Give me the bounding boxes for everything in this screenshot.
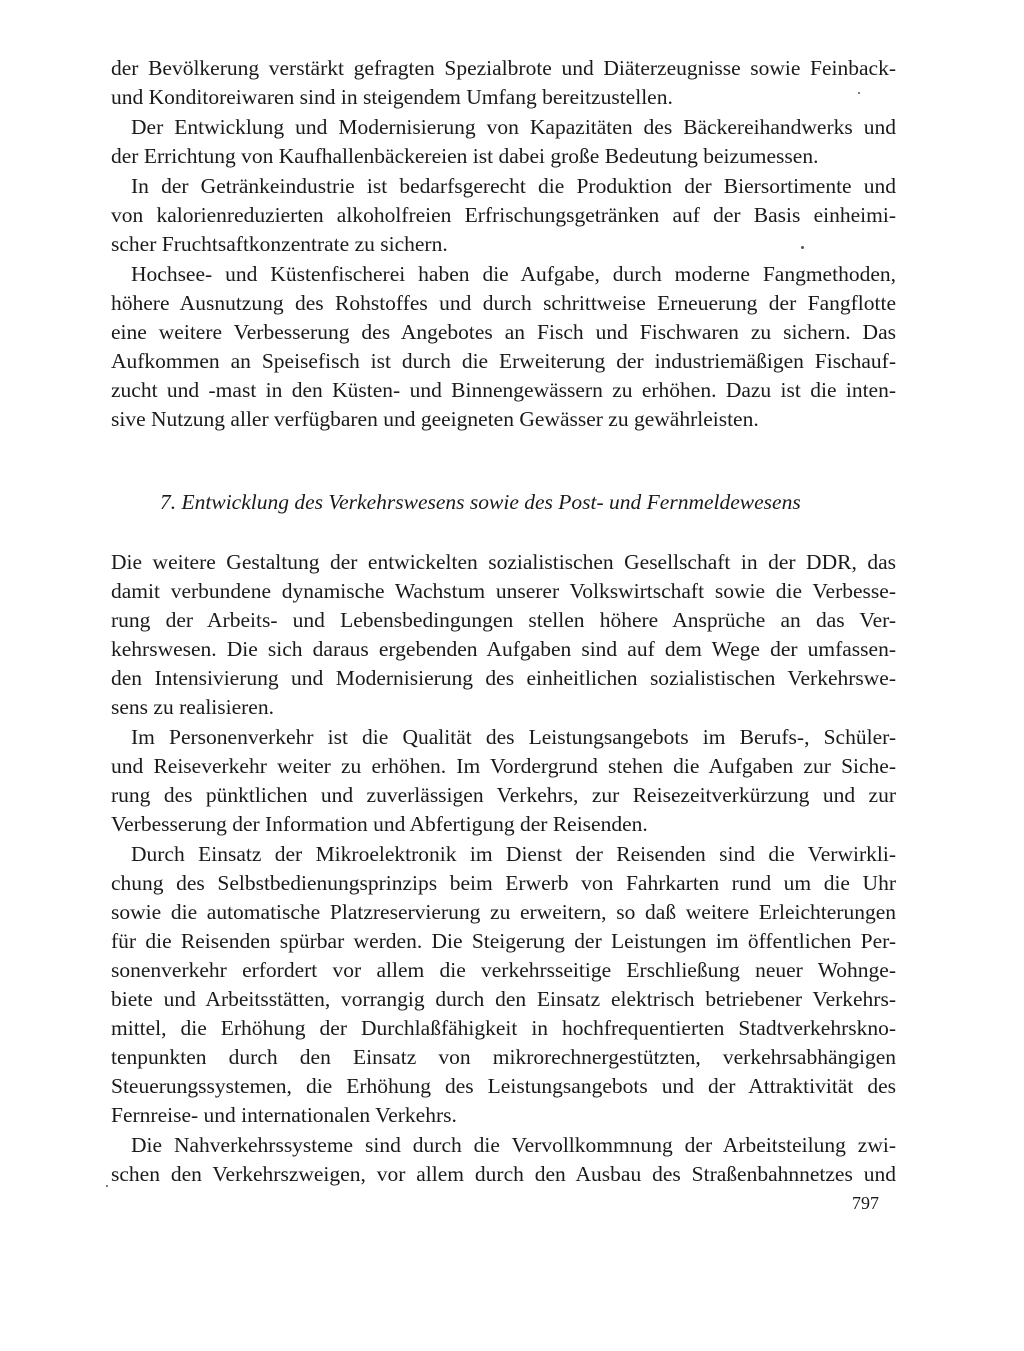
text-line: Aufkommen an Speisefisch ist durch die Erweiterung der industriemäßigen Fischauf- — [111, 349, 896, 373]
text-line: rung der Arbeits- und Lebensbedingungen stellen höhere Ansprüche an das Ver- — [111, 608, 896, 632]
text-line: scher Fruchtsaftkonzentrate zu sichern. — [111, 232, 448, 256]
text-line: Im Personenverkehr ist die Qualität des Leistungsangebots im Berufs-, Schüler- — [131, 725, 896, 749]
text-line: Die weitere Gestaltung der entwickelten sozialistischen Gesellschaft in der DDR, das — [111, 550, 896, 574]
text-line: Steuerungssystemen, die Erhöhung des Leistungsangebots und der Attraktivität des — [111, 1074, 896, 1098]
section-heading: 7. Entwicklung des Verkehrswesens sowie des Post- und Fernmeldewesens — [160, 490, 801, 514]
text-line: der Errichtung von Kaufhallenbäckereien ist dabei große Bedeutung beizumessen. — [111, 144, 819, 168]
text-line: und Konditoreiwaren sind in steigendem Umfang bereitzustellen. — [111, 85, 673, 109]
paragraph — [111, 723, 896, 839]
text-line: Verbesserung der Information und Abfertigung der Reisenden. — [111, 812, 648, 836]
text-line: Durch Einsatz der Mikroelektronik im Dienst der Reisenden sind die Verwirkli- — [131, 842, 896, 866]
text-line: zucht und -mast in den Küsten- und Binnengewässern zu erhöhen. Dazu ist die inten- — [111, 378, 896, 402]
text-line: und Reiseverkehr weiter zu erhöhen. Im Vordergrund stehen die Aufgaben zur Siche- — [111, 754, 896, 778]
scan-speck — [858, 92, 860, 94]
scan-speck — [106, 1185, 108, 1187]
text-line: schen den Verkehrszweigen, vor allem durch den Ausbau des Straßenbahnnetzes und — [111, 1162, 896, 1186]
scan-speck — [801, 246, 804, 249]
paragraph — [111, 260, 896, 434]
text-line: eine weitere Verbesserung des Angebotes an Fisch und Fischwaren zu sichern. Das — [111, 320, 896, 344]
text-line: von kalorienreduzierten alkoholfreien Erfrischungsgetränken auf der Basis einheimi- — [111, 203, 896, 227]
text-line: chung des Selbstbedienungsprinzips beim Erwerb von Fahrkarten rund um die Uhr — [111, 871, 896, 895]
text-line: mittel, die Erhöhung der Durchlaßfähigkeit in hochfrequentierten Stadtverkehrskno- — [111, 1016, 896, 1040]
text-line: tenpunkten durch den Einsatz von mikrorechnergestützten, verkehrsabhängigen — [111, 1045, 896, 1069]
text-line: kehrswesen. Die sich daraus ergebenden Aufgaben sind auf dem Wege der umfassen- — [111, 637, 896, 661]
text-line: für die Reisenden spürbar werden. Die Steigerung der Leistungen im öffentlichen Per- — [111, 929, 896, 953]
text-line: der Bevölkerung verstärkt gefragten Spezialbrote und Diäterzeugnisse sowie Feinback- — [111, 56, 896, 80]
paragraph — [111, 1131, 896, 1189]
paragraph — [111, 113, 896, 171]
paragraph — [111, 172, 896, 259]
text-line: sens zu realisieren. — [111, 695, 274, 719]
text-line: den Intensivierung und Modernisierung des einheitlichen sozialistischen Verkehrswe- — [111, 666, 896, 690]
text-line: biete und Arbeitsstätten, vorrangig durch den Einsatz elektrisch betriebener Verkehrs- — [111, 987, 896, 1011]
paragraph — [111, 840, 896, 1130]
text-line: höhere Ausnutzung des Rohstoffes und durch schrittweise Erneuerung der Fangflotte — [111, 291, 896, 315]
body-text-section-2 — [111, 548, 896, 1190]
text-line: Hochsee- und Küstenfischerei haben die Aufgabe, durch moderne Fangmethoden, — [131, 262, 896, 286]
text-line: sive Nutzung aller verfügbaren und geeigneten Gewässer zu gewährleisten. — [111, 407, 759, 431]
page-number: 797 — [852, 1193, 879, 1213]
body-text-section-1 — [111, 54, 896, 435]
text-line: Der Entwicklung und Modernisierung von Kapazitäten des Bäckereihandwerks und — [131, 115, 896, 139]
text-line: sonenverkehr erfordert vor allem die verkehrsseitige Erschließung neuer Wohnge- — [111, 958, 896, 982]
text-line: damit verbundene dynamische Wachstum unserer Volkswirtschaft sowie die Verbesse- — [111, 579, 896, 603]
text-line: Die Nahverkehrssysteme sind durch die Vervollkommnung der Arbeitsteilung zwi- — [131, 1133, 896, 1157]
paragraph — [111, 54, 896, 112]
paragraph — [111, 548, 896, 722]
text-line: Fernreise- und internationalen Verkehrs. — [111, 1103, 457, 1127]
text-line: In der Getränkeindustrie ist bedarfsgerecht die Produktion der Biersortimente und — [131, 174, 896, 198]
text-line: sowie die automatische Platzreservierung zu erweitern, so daß weitere Erleichterungen — [111, 900, 896, 924]
text-line: rung des pünktlichen und zuverlässigen Verkehrs, zur Reisezeitverkürzung und zur — [111, 783, 896, 807]
